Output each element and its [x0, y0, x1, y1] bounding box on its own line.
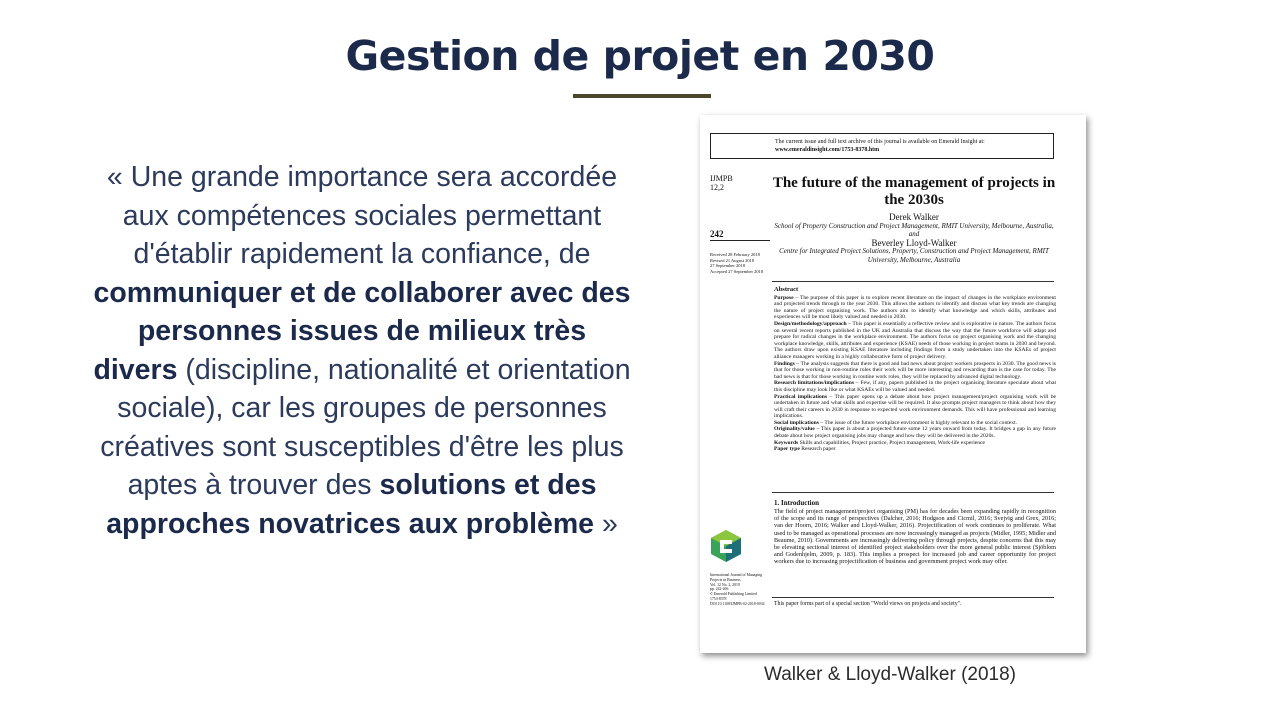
journal-code: IJMPB	[710, 174, 733, 183]
author-2: Beverley Lloyd-Walker	[871, 237, 957, 248]
pub-line: International Journal of Managing	[710, 573, 762, 577]
abstract-purpose: Purpose – The purpose of this paper is to explore recent literature on the impact of changes in the workplace environment and projected trends through to the year 2030. This allows the authors to identify and discuss what key trends are changing the nature of project organising work. The authors aim to identify what knowledge and which skills, attributes and experiences will be most likely valued and needed in 2030.	[774, 294, 1056, 321]
quote-middle: (discipline, nationalité et orientation sociale), car les groupes de personnes créatives sont susceptibles d'être les plus aptes à trouver des	[100, 353, 631, 501]
journal-volume: 12,2	[710, 183, 724, 192]
footnote-rule	[772, 597, 1054, 598]
abstract-paper-type: Paper type Research paper	[774, 446, 836, 453]
paper-title: The future of the management of projects in the 2030s	[772, 175, 1056, 208]
quote-block	[92, 158, 632, 543]
affiliation-1: School of Property Construction and Project Management, RMIT University, Melbourne, Australia, and	[774, 221, 1054, 238]
pub-line: 1753-8378	[710, 596, 727, 601]
abstract-keywords: Keywords Skills and capabilities, Project practice, Project management, Work-life experience	[774, 439, 986, 446]
journal-id	[710, 174, 733, 192]
date-revised-2: 27 September 2018	[710, 263, 745, 268]
abstract-practical: Practical implications – This paper opens up a debate about how project management/project organising work will be undertaken in future and what skills and expertise will be required. It also prompts project managers to think about how they will craft their careers in 2030 in response to expected work environment demands. This will have professional and learning implications.	[774, 393, 1056, 420]
author-1: Derek Walker	[889, 212, 939, 222]
paper-image	[700, 115, 1086, 653]
pub-line: Vol. 12 No. 2, 2019	[710, 582, 740, 587]
pub-line: Projects in Business	[710, 577, 741, 582]
page-rule	[710, 240, 770, 241]
citation-caption: Walker & Lloyd-Walker (2018)	[764, 664, 1017, 685]
title-underline	[573, 94, 711, 98]
abstract-bottom-rule	[772, 492, 1054, 493]
abstract	[774, 287, 1056, 453]
pub-line: © Emerald Publishing Limited	[710, 592, 757, 597]
slide-title: Gestion de projet en 2030	[345, 32, 935, 80]
affiliation-2: Centre for Integrated Project Solutions, Property, Construction and Project Management, RMIT University, Melbourne, Australia	[779, 247, 1049, 264]
date-accepted: Accepted 27 September 2018	[710, 268, 764, 274]
archive-box	[710, 133, 1054, 159]
publisher-info	[710, 573, 772, 607]
abstract-social: Social implications – The issue of the future workplace environment is highly relevant to the social context.	[774, 419, 1018, 426]
abstract-design: Design/methodology/approach – This paper is essentially a reflective review and is explorative in nature. The authors focus on several recent reports published in the UK and Australia that discuss the way that the future workforce will adapt and prepare for radical changes in the workplace environment. The authors focus on project organising work and the changing workplace knowledge, skills, attributes and experience (KSAE) needs of those working in project teams in 2030 and beyond. The authors draw upon existing KSAE literature including findings from a study undertaken into the KSAEs of project alliance managers working in a highly collaborative form of project delivery.	[774, 320, 1056, 360]
abstract-top-rule	[772, 281, 1054, 282]
emerald-logo-icon	[710, 529, 742, 563]
intro-text: The field of project management/project organising (PM) has for decades been expanding rapidly in recognition of the scope and its range of perspectives (Dalcher, 2016; Hodgson and Cicmil, 2016; Svejvig and Grex, 2016; van der Hoorn, 2016; Walker and Lloyd-Walker, 2016). Projectification of work continues to proliferate. What used to be managed as operational processes are now increasingly managed as projects (Midler, 1995; Midler and Beaume, 2010). Governments are increasingly delivering policy through projects, despite concerns that this may be elevating sectional interest of identified project stakeholders over the more general public interest (Sjöblom and Godenhjelm, 2009, p. 183). This implies a prospect for increased job and career opportunity for project workers due to increasing projectification of business and government project work may offer.	[774, 508, 1056, 566]
quote-open: « Une grande importance sera accordée aux compétences sociales permettant d'établir rapidement la confiance, de	[106, 161, 618, 270]
abstract-limitations: Research limitations/implications – Few, if any, papers published in the project organising literature speculate about what this discipline may look like or what KSAEs will be valued and needed.	[774, 380, 1057, 393]
quote-close: »	[594, 507, 618, 540]
intro-heading: 1. Introduction	[774, 499, 819, 507]
pub-line: DOI 10.1108/IJMPB-02-2018-0034	[710, 601, 765, 606]
quote-bold-1: communiquer et de collaborer avec des personnes issues de milieux très divers	[93, 276, 631, 386]
abstract-findings: Findings – The analysis suggests that there is good and bad news about project workers prospects in 2030. The good news is that for those working in non-routine roles their work will be more interesting and rewarding than is the case for today. The bad news is that for those working in routine work roles, they will be replaced by advanced digital technology.	[774, 360, 1056, 380]
abstract-heading: Abstract	[774, 286, 799, 293]
archive-url: www.emeraldinsight.com/1753-8378.htm	[775, 147, 880, 153]
paper-authors	[772, 213, 1056, 264]
archive-line: The current issue and full text archive of this journal is available on Emerald Insight at:	[775, 139, 985, 145]
date-revised: Revised 21 August 2018	[710, 257, 755, 263]
footnote: This paper forms part of a special section "World views on projects and society".	[774, 601, 962, 607]
pub-line: pp. 242-266	[710, 587, 729, 592]
date-received: Received 28 February 2018	[710, 252, 760, 257]
page-number: 242	[710, 229, 724, 239]
quote-bold-2: solutions et des approches novatrices aux problème	[106, 469, 597, 540]
received-dates	[710, 252, 772, 274]
abstract-originality: Originality/value – This paper is about a projected future some 12 years onward from today. It bridges a gap in any future debate about how project organising jobs may change and how they will be delivered in the 2020s.	[774, 426, 1056, 440]
